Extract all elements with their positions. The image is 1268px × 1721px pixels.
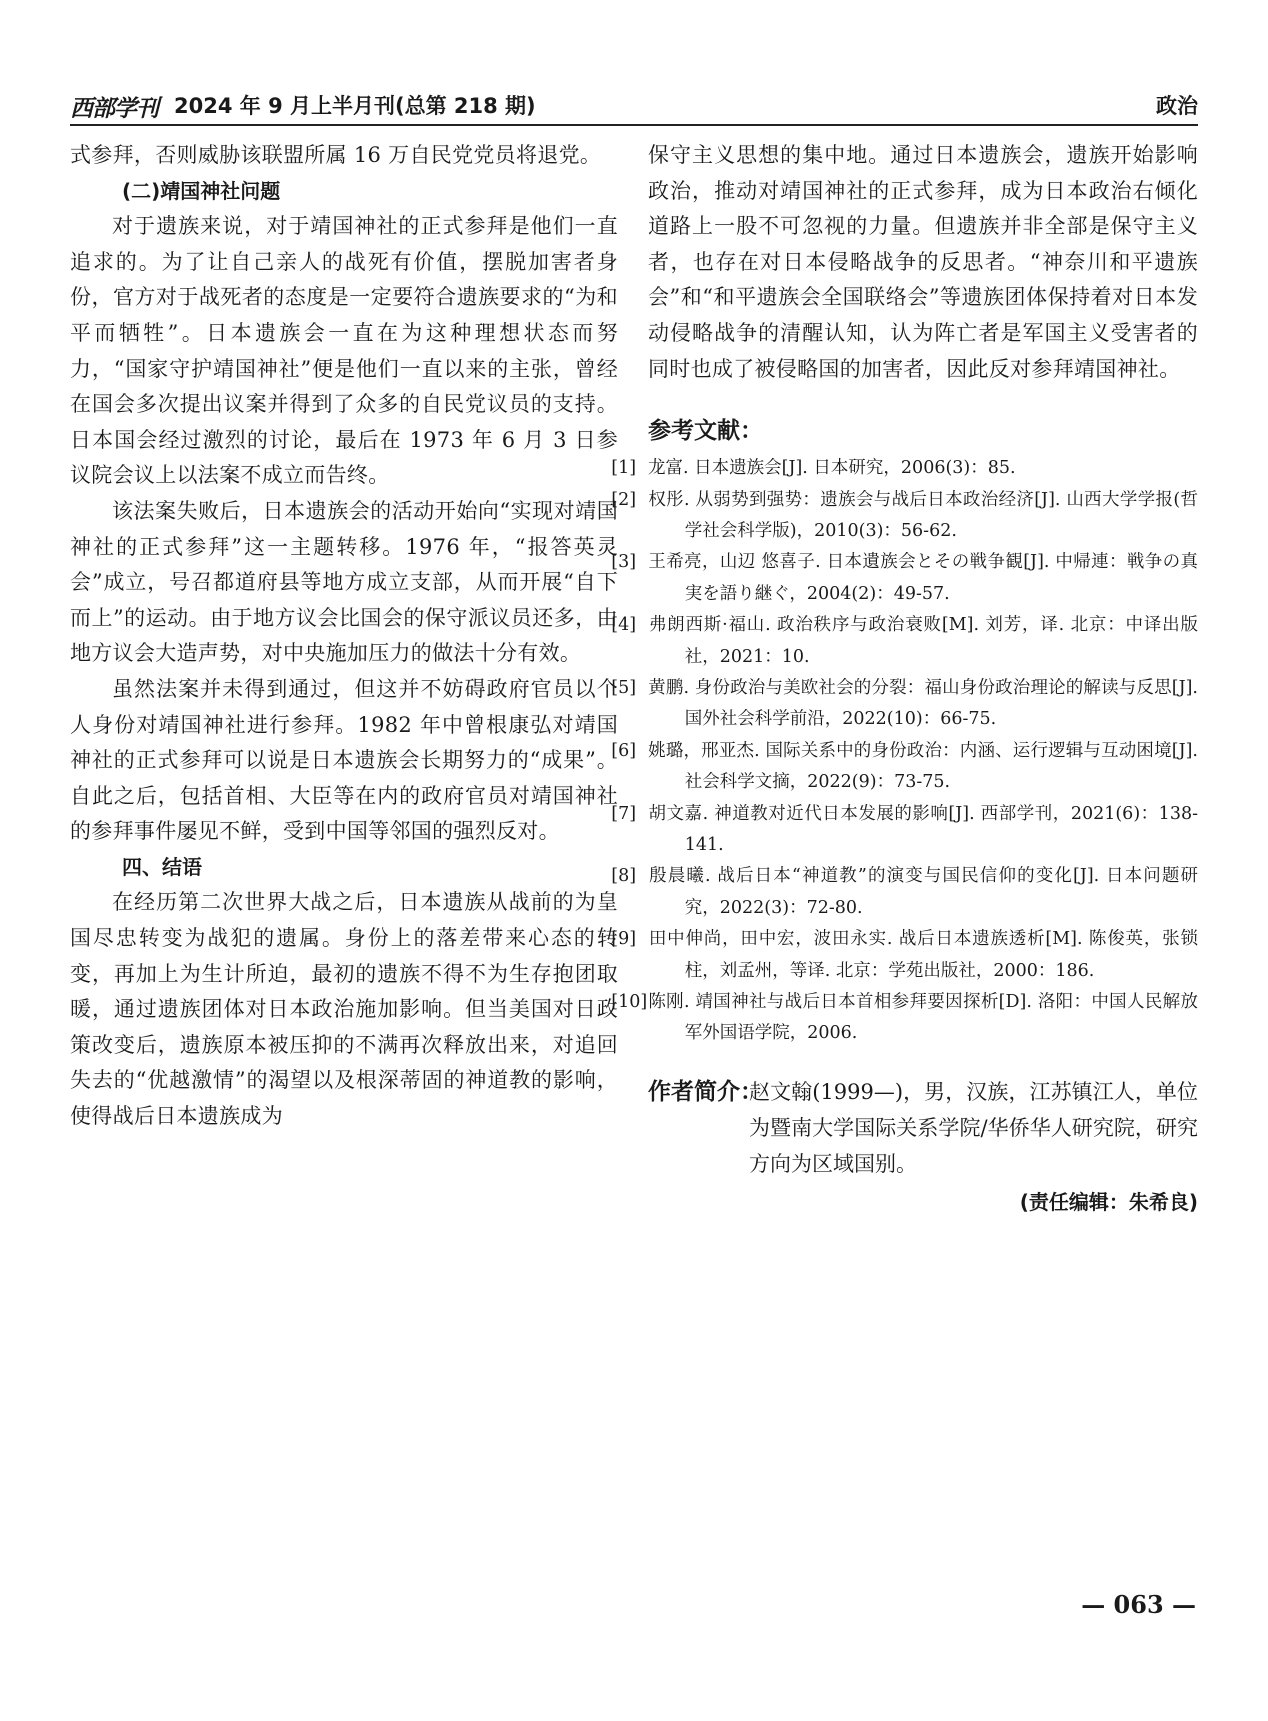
reference-text: 弗朗西斯·福山. 政治秩序与政治衰败[M]. 刘芳，译. 北京：中译出版社，2021：10. xyxy=(648,615,1198,667)
references-list xyxy=(611,453,1198,1050)
section-heading: (二)靖国神社问题 xyxy=(122,178,281,203)
reference-text: 姚璐，邢亚杰. 国际关系中的身份政治：内涵、运行逻辑与互动困境[J]. 社会科学文摘，2022(9)：73-75. xyxy=(648,740,1198,793)
author-label: 作者简介： xyxy=(648,1078,763,1105)
section-heading: 四、结语 xyxy=(122,854,202,879)
reference-item: [4] 弗朗西斯·福山. 政治秩序与政治衰败[M]. 刘芳，译. 北京：中译出版社，2021：10. xyxy=(611,615,1198,667)
reference-item: [3] 王希亮，山辺 悠喜子. 日本遺族会とその戦争観[J]. 中帰連：戦争の真実を語り継ぐ，2004(2)：49-57. xyxy=(611,552,1198,604)
reference-item: [7] 胡文嘉. 神道教对近代日本发展的影响[J]. 西部学刊，2021(6)：138-141. xyxy=(611,803,1198,856)
reference-text: 陈刚. 靖国神社与战后日本首相参拜要因探析[D]. 洛阳：中国人民解放军外国语学院，2006. xyxy=(648,992,1198,1044)
reference-text: 权彤. 从弱势到强势：遗族会与战后日本政治经济[J]. 山西大学学报(哲学社会科学版)，2010(3)：56-62. xyxy=(648,489,1198,541)
journal-logo: 西部学刊 xyxy=(70,95,158,122)
references-title: 参考文献： xyxy=(648,418,763,445)
issue-info: 2024 年 9 月上半月刊(总第 218 期) xyxy=(174,94,536,118)
paragraph: 在经历第二次世界大战之后，日本遗族从战前的为皇国尽忠转变为战犯的遗属。身份上的落差带来心态的转变，再加上为生计所迫，最初的遗族不得不为生存抱团取暖，通过遗族团体对日本政治施加影响。但当美国对日政策改变后，遗族原本被压抑的不满再次释放出来，对追回失去的“优越激情”的渴望以及根深蒂固的神道教的影响，使得战后日本遗族成为 xyxy=(70,890,618,1129)
reference-text: 黄鹏. 身份政治与美欧社会的分裂：福山身份政治理论的解读与反思[J]. 国外社会科学前沿，2022(10)：66-75. xyxy=(648,678,1198,730)
reference-item: [8] 殷晨曦. 战后日本“神道教”的演变与国民信仰的变化[J]. 日本问题研究，2022(3)：72-80. xyxy=(611,866,1198,918)
reference-text: 龙富. 日本遗族会[J]. 日本研究，2006(3)：85. xyxy=(648,458,1016,479)
paragraph: 对于遗族来说，对于靖国神社的正式参拜是他们一直追求的。为了让自己亲人的战死有价值，摆脱加害者身份，官方对于战死者的态度是一定要符合遗族要求的“为和平而牺牲”。日本遗族会一直在为这种理想状态而努力，“国家守护靖国神社”便是他们一直以来的主张，曾经在国会多次提出议案并得到了众多的自民党议员的支持。日本国会经过激烈的讨论，最后在 1973 年 6 月 3 日参议院会议上以法案不成立而告终。 xyxy=(70,214,618,488)
page-header xyxy=(70,88,1198,122)
responsible-editor: (责任编辑：朱希良) xyxy=(1019,1189,1198,1214)
reference-item: [1] 龙富. 日本遗族会[J]. 日本研究，2006(3)：85. xyxy=(611,458,1016,479)
reference-item: [2] 权彤. 从弱势到强势：遗族会与战后日本政治经济[J]. 山西大学学报(哲学社会科学版)，2010(3)：56-62. xyxy=(611,489,1198,541)
header-rule xyxy=(70,124,1198,126)
reference-item: [9] 田中伸尚，田中宏，波田永实. 战后日本遗族透析[M]. 陈俊英，张锁柱，刘孟州，等译. 北京：学苑出版社，2000：186. xyxy=(611,929,1198,981)
reference-text: 王希亮，山辺 悠喜子. 日本遺族会とその戦争観[J]. 中帰連：戦争の真実を語り継ぐ，2004(2)：49-57. xyxy=(648,552,1198,604)
page-number: — 063 — xyxy=(1081,1590,1196,1619)
reference-text: 殷晨曦. 战后日本“神道教”的演变与国民信仰的变化[J]. 日本问题研究，2022(3)：72-80. xyxy=(648,866,1198,918)
paragraph: 该法案失败后，日本遗族会的活动开始向“实现对靖国神社的正式参拜”这一主题转移。1976 年，“报答英灵会”成立，号召都道府县等地方成立支部，从而开展“自下而上”的运动。由于地方议会比国会的保守派议员还多，由地方议会大造声势，对中央施加压力的做法十分有效。 xyxy=(70,498,618,666)
reference-item: [6] 姚璐，邢亚杰. 国际关系中的身份政治：内涵、运行逻辑与互动困境[J]. 社会科学文摘，2022(9)：73-75. xyxy=(611,740,1198,793)
paragraph: 虽然法案并未得到通过，但这并不妨碍政府官员以个人身份对靖国神社进行参拜。1982 年中曾根康弘对靖国神社的正式参拜可以说是日本遗族会长期努力的“成果”。自此之后，包括首相、大臣等在内的政府官员对靖国神社的参拜事件屡见不鲜，受到中国等邻国的强烈反对。 xyxy=(70,676,618,844)
left-column xyxy=(70,138,618,1135)
right-column xyxy=(611,138,1198,1220)
paragraph: 保守主义思想的集中地。通过日本遗族会，遗族开始影响政治，推动对靖国神社的正式参拜，成为日本政治右倾化道路上一股不可忽视的力量。但遗族并非全部是保守主义者，也存在对日本侵略战争的反思者。“神奈川和平遗族会”和“和平遗族会全国联络会”等遗族团体保持着对日本发动侵略战争的清醒认知，认为阵亡者是军国主义受害者的同时也成了被侵略国的加害者，因此反对参拜靖国神社。 xyxy=(648,143,1198,381)
author-bio xyxy=(648,1074,1198,1182)
paragraph: 式参拜，否则威胁该联盟所属 16 万自民党党员将退党。 xyxy=(70,143,602,167)
section-name: 政治 xyxy=(1156,94,1198,118)
reference-item: [5] 黄鹏. 身份政治与美欧社会的分裂：福山身份政治理论的解读与反思[J]. 国外社会科学前沿，2022(10)：66-75. xyxy=(611,678,1198,730)
author-text: 赵文翰(1999—)，男，汉族，江苏镇江人，单位为暨南大学国际关系学院/华侨华人研究院，研究方向为区域国别。 xyxy=(749,1079,1198,1176)
reference-text: 田中伸尚，田中宏，波田永实. 战后日本遗族透析[M]. 陈俊英，张锁柱，刘孟州，等译. 北京：学苑出版社，2000：186. xyxy=(648,929,1198,981)
reference-item: [10]陈刚. 靖国神社与战后日本首相参拜要因探析[D]. 洛阳：中国人民解放军外国语学院，2006. xyxy=(611,992,1198,1044)
reference-text: 胡文嘉. 神道教对近代日本发展的影响[J]. 西部学刊，2021(6)：138-141. xyxy=(648,803,1198,856)
